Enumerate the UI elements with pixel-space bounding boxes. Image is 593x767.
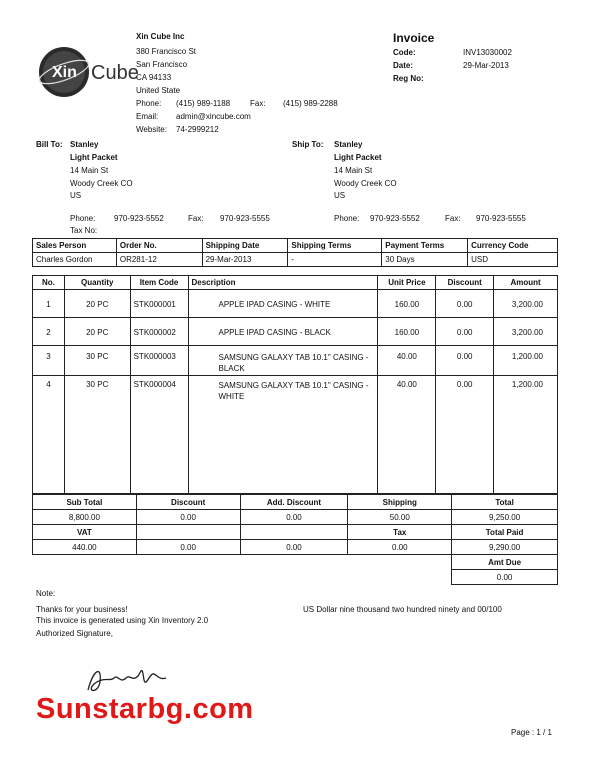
total-paid-label: Total Paid bbox=[452, 525, 558, 540]
company-address-3: CA 94133 bbox=[136, 73, 172, 82]
signature-label: Authorized Signature, bbox=[36, 629, 113, 638]
totals-table bbox=[32, 494, 558, 585]
item-desc-line1: SAMSUNG GALAXY TAB 10.1" CASING - bbox=[218, 353, 369, 362]
bill-to-name: Stanley bbox=[70, 140, 99, 149]
ship-to-line-3: US bbox=[334, 191, 346, 200]
company-website: 74-2999212 bbox=[176, 125, 219, 134]
ship-to-fax: 970-923-5555 bbox=[476, 214, 526, 223]
vat-col3-value: 0.00 bbox=[240, 540, 348, 555]
ship-to-line-1: 14 Main St bbox=[334, 166, 373, 175]
invoice-date: 29-Mar-2013 bbox=[463, 61, 509, 70]
company-phone-label: Phone: bbox=[136, 99, 162, 108]
subtotal-value: 8,800.00 bbox=[33, 510, 137, 525]
bill-to-fax: 970-923-5555 bbox=[220, 214, 270, 223]
item-qty: 30 PC bbox=[64, 376, 130, 494]
amount-in-words: US Dollar nine thousand two hundred ninety and 00/100 bbox=[303, 605, 502, 614]
totals-header-total: Total bbox=[452, 495, 558, 510]
items-header-quantity: Quantity bbox=[64, 276, 130, 290]
invoice-date-label: Date: bbox=[393, 61, 414, 70]
bill-to-fax-label: Fax: bbox=[188, 214, 204, 223]
bill-to-line-3: US bbox=[70, 191, 82, 200]
watermark-text: Sunstarbg.com bbox=[36, 693, 254, 725]
item-amount: 3,200.00 bbox=[494, 318, 558, 346]
generated-text: This invoice is generated using Xin Inventory 2.0 bbox=[36, 616, 209, 625]
item-price: 40.00 bbox=[378, 346, 436, 376]
bill-to-line-2: Woody Creek CO bbox=[70, 179, 133, 188]
bill-to-phone: 970-923-5552 bbox=[114, 214, 164, 223]
item-amount: 3,200.00 bbox=[494, 290, 558, 318]
table-row bbox=[33, 318, 558, 346]
amt-due-spacer-2 bbox=[33, 570, 452, 585]
item-no: 4 bbox=[33, 376, 65, 494]
order-info-table bbox=[32, 238, 558, 267]
company-fax-label: Fax: bbox=[250, 99, 266, 108]
vat-col2-value: 0.00 bbox=[136, 540, 240, 555]
tax-label: Tax bbox=[348, 525, 452, 540]
bill-to-company: Light Packet bbox=[70, 153, 118, 162]
item-discount: 0.00 bbox=[436, 346, 494, 376]
company-address-4: United State bbox=[136, 86, 181, 95]
logo-badge-text: Xin bbox=[52, 64, 77, 81]
item-qty: 20 PC bbox=[64, 318, 130, 346]
items-header-amount: Amount bbox=[494, 276, 558, 290]
company-email-label: Email: bbox=[136, 112, 159, 121]
item-desc-line1: APPLE IPAD CASING - BLACK bbox=[218, 328, 331, 337]
item-code: STK000004 bbox=[130, 376, 188, 494]
order-payment-terms: 30 Days bbox=[382, 253, 468, 267]
company-name: Xin Cube Inc bbox=[136, 32, 185, 41]
bill-to-label: Bill To: bbox=[36, 140, 63, 149]
vat-value: 440.00 bbox=[33, 540, 137, 555]
order-header-order-no: Order No. bbox=[116, 239, 202, 253]
table-row bbox=[33, 346, 558, 376]
ship-to-label: Ship To: bbox=[292, 140, 324, 149]
item-code: STK000002 bbox=[130, 318, 188, 346]
vat-label: VAT bbox=[33, 525, 137, 540]
order-header-payment-terms: Payment Terms bbox=[382, 239, 468, 253]
table-row bbox=[33, 290, 558, 318]
ship-to-fax-label: Fax: bbox=[445, 214, 461, 223]
item-desc bbox=[188, 290, 378, 318]
order-no: OR281-12 bbox=[116, 253, 202, 267]
company-fax: (415) 989-2288 bbox=[283, 99, 338, 108]
item-price: 40.00 bbox=[378, 376, 436, 494]
items-header-unit-price: Unit Price bbox=[378, 276, 436, 290]
order-shipping-terms: - bbox=[288, 253, 382, 267]
item-discount: 0.00 bbox=[436, 290, 494, 318]
item-desc bbox=[188, 376, 378, 494]
item-price: 160.00 bbox=[378, 318, 436, 346]
company-address-1: 380 Francisco St bbox=[136, 47, 197, 56]
invoice-code-label: Code: bbox=[393, 48, 416, 57]
item-code: STK000003 bbox=[130, 346, 188, 376]
item-desc-line2: WHITE bbox=[218, 392, 245, 401]
company-website-label: Website: bbox=[136, 125, 167, 134]
totals-header-add-discount: Add. Discount bbox=[240, 495, 348, 510]
company-address-2: San Francisco bbox=[136, 60, 188, 69]
item-desc-line1: APPLE IPAD CASING - WHITE bbox=[218, 300, 331, 309]
company-phone: (415) 989-1188 bbox=[176, 99, 231, 108]
total-paid-value: 9,290.00 bbox=[452, 540, 558, 555]
order-currency-code: USD bbox=[468, 253, 558, 267]
ship-to-phone: 970-923-5552 bbox=[370, 214, 420, 223]
amt-due-label: Amt Due bbox=[452, 555, 558, 570]
item-amount: 1,200.00 bbox=[494, 346, 558, 376]
item-no: 3 bbox=[33, 346, 65, 376]
add-discount-value: 0.00 bbox=[240, 510, 348, 525]
ship-to-company: Light Packet bbox=[334, 153, 382, 162]
order-sales-person: Charles Gordon bbox=[33, 253, 117, 267]
ship-to-line-2: Woody Creek CO bbox=[334, 179, 397, 188]
totals-header-discount: Discount bbox=[136, 495, 240, 510]
order-header-sales-person: Sales Person bbox=[33, 239, 117, 253]
item-amount: 1,200.00 bbox=[494, 376, 558, 494]
totals-header-subtotal: Sub Total bbox=[33, 495, 137, 510]
logo-text: Cube bbox=[91, 62, 139, 84]
table-row bbox=[33, 376, 558, 494]
vat-blank-1 bbox=[136, 525, 240, 540]
bill-to-line-1: 14 Main St bbox=[70, 166, 109, 175]
item-discount: 0.00 bbox=[436, 318, 494, 346]
thanks-text: Thanks for your business! bbox=[36, 605, 128, 614]
items-header-no: No. bbox=[33, 276, 65, 290]
items-table bbox=[32, 275, 558, 494]
bill-to-tax-label: Tax No: bbox=[70, 226, 98, 235]
item-desc bbox=[188, 318, 378, 346]
page-number: Page : 1 / 1 bbox=[511, 728, 552, 737]
total-value: 9,250.00 bbox=[452, 510, 558, 525]
invoice-reg-label: Reg No: bbox=[393, 74, 424, 83]
invoice-code: INV13030002 bbox=[463, 48, 512, 57]
items-header-item-code: Item Code bbox=[130, 276, 188, 290]
bill-to-phone-label: Phone: bbox=[70, 214, 96, 223]
vat-blank-2 bbox=[240, 525, 348, 540]
order-header-shipping-terms: Shipping Terms bbox=[288, 239, 382, 253]
ship-to-phone-label: Phone: bbox=[334, 214, 360, 223]
item-qty: 30 PC bbox=[64, 346, 130, 376]
item-no: 1 bbox=[33, 290, 65, 318]
totals-header-shipping: Shipping bbox=[348, 495, 452, 510]
shipping-value: 50.00 bbox=[348, 510, 452, 525]
company-logo bbox=[34, 44, 144, 104]
items-header-description: Description bbox=[188, 276, 378, 290]
order-header-shipping-date: Shipping Date bbox=[202, 239, 288, 253]
items-header-discount: Discount bbox=[436, 276, 494, 290]
order-shipping-date: 29-Mar-2013 bbox=[202, 253, 288, 267]
tax-value: 0.00 bbox=[348, 540, 452, 555]
item-discount: 0.00 bbox=[436, 376, 494, 494]
amt-due-value: 0.00 bbox=[452, 570, 558, 585]
item-price: 160.00 bbox=[378, 290, 436, 318]
ship-to-name: Stanley bbox=[334, 140, 363, 149]
invoice-title: Invoice bbox=[393, 31, 435, 45]
order-header-currency-code: Currency Code bbox=[468, 239, 558, 253]
company-email: admin@xincube.com bbox=[176, 112, 251, 121]
amt-due-spacer bbox=[33, 555, 452, 570]
note-label: Note: bbox=[36, 589, 56, 598]
item-no: 2 bbox=[33, 318, 65, 346]
discount-value: 0.00 bbox=[136, 510, 240, 525]
item-code: STK000001 bbox=[130, 290, 188, 318]
item-desc-line1: SAMSUNG GALAXY TAB 10.1" CASING - bbox=[218, 381, 369, 390]
item-desc-line2: BLACK bbox=[218, 364, 245, 373]
item-desc bbox=[188, 346, 378, 376]
item-qty: 20 PC bbox=[64, 290, 130, 318]
